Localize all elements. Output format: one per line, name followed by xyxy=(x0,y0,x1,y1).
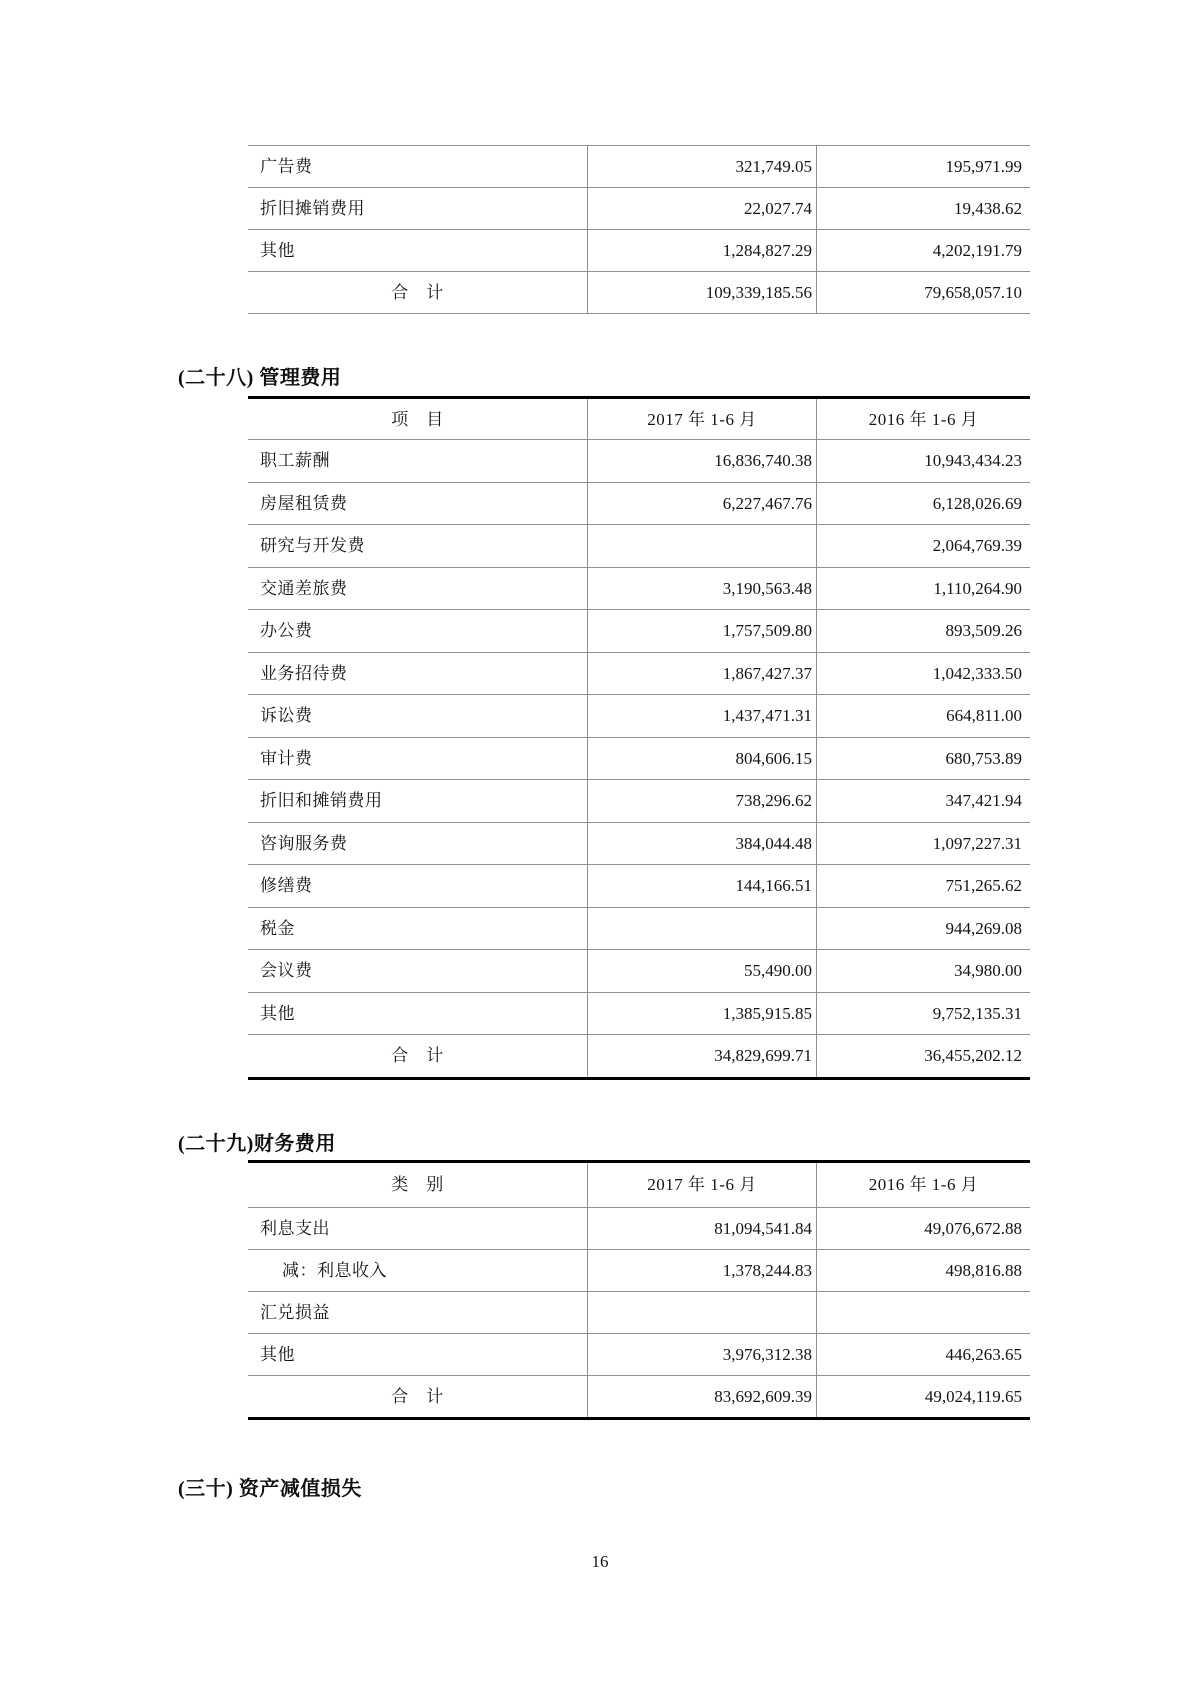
value-2016: 49,076,672.88 xyxy=(816,1208,1030,1249)
value-2016: 2,064,769.39 xyxy=(816,525,1030,567)
value-2017: 1,284,827.29 xyxy=(587,230,816,271)
header-row xyxy=(248,399,1030,440)
section-heading-admin-expenses: (二十八) 管理费用 xyxy=(178,367,342,389)
value-2017: 384,044.48 xyxy=(587,823,816,865)
page-number: 16 xyxy=(591,1552,609,1571)
row-label: 诉讼费 xyxy=(260,706,313,726)
value-2017: 738,296.62 xyxy=(587,780,816,822)
selling-expenses-table xyxy=(248,145,1030,314)
value-2017: 1,385,915.85 xyxy=(587,993,816,1035)
total-2016: 36,455,202.12 xyxy=(816,1035,1030,1077)
total-label: 合 计 xyxy=(391,1046,444,1066)
column-header-2016: 2016 年 1-6 月 xyxy=(816,1163,1030,1207)
value-2016: 944,269.08 xyxy=(816,908,1030,950)
row-label: 审计费 xyxy=(260,748,313,768)
row-label: 职工薪酬 xyxy=(260,451,330,471)
total-2017: 34,829,699.71 xyxy=(587,1035,816,1077)
table-row xyxy=(248,823,1030,866)
row-label: 会议费 xyxy=(260,961,313,981)
table-row xyxy=(248,1292,1030,1334)
table-row xyxy=(248,230,1030,272)
value-2017: 3,976,312.38 xyxy=(587,1334,816,1375)
table-row xyxy=(248,146,1030,188)
table-row xyxy=(248,483,1030,526)
total-2017: 83,692,609.39 xyxy=(587,1376,816,1417)
total-2017: 109,339,185.56 xyxy=(587,272,816,313)
admin-expenses-table xyxy=(248,396,1030,1080)
section-heading-asset-impairment: (三十) 资产减值损失 xyxy=(178,1477,362,1500)
value-2017: 6,227,467.76 xyxy=(587,483,816,525)
value-2017: 3,190,563.48 xyxy=(587,568,816,610)
table-row xyxy=(248,653,1030,696)
table-row xyxy=(248,780,1030,823)
row-label: 咨询服务费 xyxy=(260,833,348,853)
value-2017: 1,867,427.37 xyxy=(587,653,816,695)
section-heading-finance-expenses: (二十九)财务费用 xyxy=(178,1132,336,1155)
table-row xyxy=(248,950,1030,993)
row-label: 办公费 xyxy=(260,621,313,641)
column-header-2016: 2016 年 1-6 月 xyxy=(816,399,1030,439)
total-label: 合 计 xyxy=(391,1386,444,1406)
value-2016: 893,509.26 xyxy=(816,610,1030,652)
value-2016: 1,042,333.50 xyxy=(816,653,1030,695)
total-label: 合 计 xyxy=(391,283,444,302)
total-row xyxy=(248,272,1030,314)
value-2016: 6,128,026.69 xyxy=(816,483,1030,525)
total-2016: 79,658,057.10 xyxy=(816,272,1030,313)
row-label: 研究与开发费 xyxy=(260,536,365,556)
value-2016: 751,265.62 xyxy=(816,865,1030,907)
column-header-2017: 2017 年 1-6 月 xyxy=(587,1163,816,1207)
value-2017: 321,749.05 xyxy=(587,146,816,187)
total-row xyxy=(248,1035,1030,1080)
table-row xyxy=(248,188,1030,230)
value-2017: 1,757,509.80 xyxy=(587,610,816,652)
table-row xyxy=(248,993,1030,1036)
value-2016 xyxy=(816,1292,1030,1333)
row-label: 汇兑损益 xyxy=(260,1302,330,1322)
value-2017: 55,490.00 xyxy=(587,950,816,992)
value-2017: 804,606.15 xyxy=(587,738,816,780)
table-row xyxy=(248,440,1030,483)
table-row xyxy=(248,738,1030,781)
total-row xyxy=(248,1376,1030,1420)
finance-expenses-table xyxy=(248,1160,1030,1420)
value-2017: 22,027.74 xyxy=(587,188,816,229)
value-2017 xyxy=(587,1292,816,1333)
table-row xyxy=(248,908,1030,951)
table-row xyxy=(248,1208,1030,1250)
value-2017: 1,378,244.83 xyxy=(587,1250,816,1291)
value-2017 xyxy=(587,525,816,567)
value-2016: 4,202,191.79 xyxy=(816,230,1030,271)
row-label: 其他 xyxy=(260,1003,295,1023)
value-2017 xyxy=(587,908,816,950)
row-label: 其他 xyxy=(260,1344,295,1364)
value-2016: 347,421.94 xyxy=(816,780,1030,822)
row-label: 交通差旅费 xyxy=(260,578,348,598)
table-row xyxy=(248,1250,1030,1292)
table-row xyxy=(248,695,1030,738)
value-2017: 144,166.51 xyxy=(587,865,816,907)
table-row xyxy=(248,525,1030,568)
column-header-item: 类 别 xyxy=(391,1175,444,1194)
row-label: 修缮费 xyxy=(260,876,313,896)
value-2016: 446,263.65 xyxy=(816,1334,1030,1375)
row-label: 折旧和摊销费用 xyxy=(260,791,383,811)
value-2016: 1,097,227.31 xyxy=(816,823,1030,865)
row-label: 业务招待费 xyxy=(260,663,348,683)
table-row xyxy=(248,568,1030,611)
value-2016: 10,943,434.23 xyxy=(816,440,1030,482)
value-2016: 498,816.88 xyxy=(816,1250,1030,1291)
value-2016: 34,980.00 xyxy=(816,950,1030,992)
header-row xyxy=(248,1163,1030,1208)
column-header-item: 项 目 xyxy=(391,409,444,429)
row-label: 利息支出 xyxy=(260,1218,330,1238)
table-row xyxy=(248,610,1030,653)
row-label: 折旧摊销费用 xyxy=(260,199,365,218)
value-2017: 1,437,471.31 xyxy=(587,695,816,737)
row-label: 广告费 xyxy=(260,157,313,176)
value-2016: 19,438.62 xyxy=(816,188,1030,229)
column-header-2017: 2017 年 1-6 月 xyxy=(587,399,816,439)
table-row xyxy=(248,1334,1030,1376)
table-row xyxy=(248,865,1030,908)
value-2016: 1,110,264.90 xyxy=(816,568,1030,610)
row-label: 减：利息收入 xyxy=(282,1260,387,1280)
value-2017: 16,836,740.38 xyxy=(587,440,816,482)
row-label: 其他 xyxy=(260,241,295,260)
row-label: 房屋租赁费 xyxy=(260,493,348,513)
row-label: 税金 xyxy=(260,918,295,938)
value-2016: 680,753.89 xyxy=(816,738,1030,780)
total-2016: 49,024,119.65 xyxy=(816,1376,1030,1417)
value-2016: 9,752,135.31 xyxy=(816,993,1030,1035)
value-2016: 664,811.00 xyxy=(816,695,1030,737)
value-2016: 195,971.99 xyxy=(816,146,1030,187)
value-2017: 81,094,541.84 xyxy=(587,1208,816,1249)
